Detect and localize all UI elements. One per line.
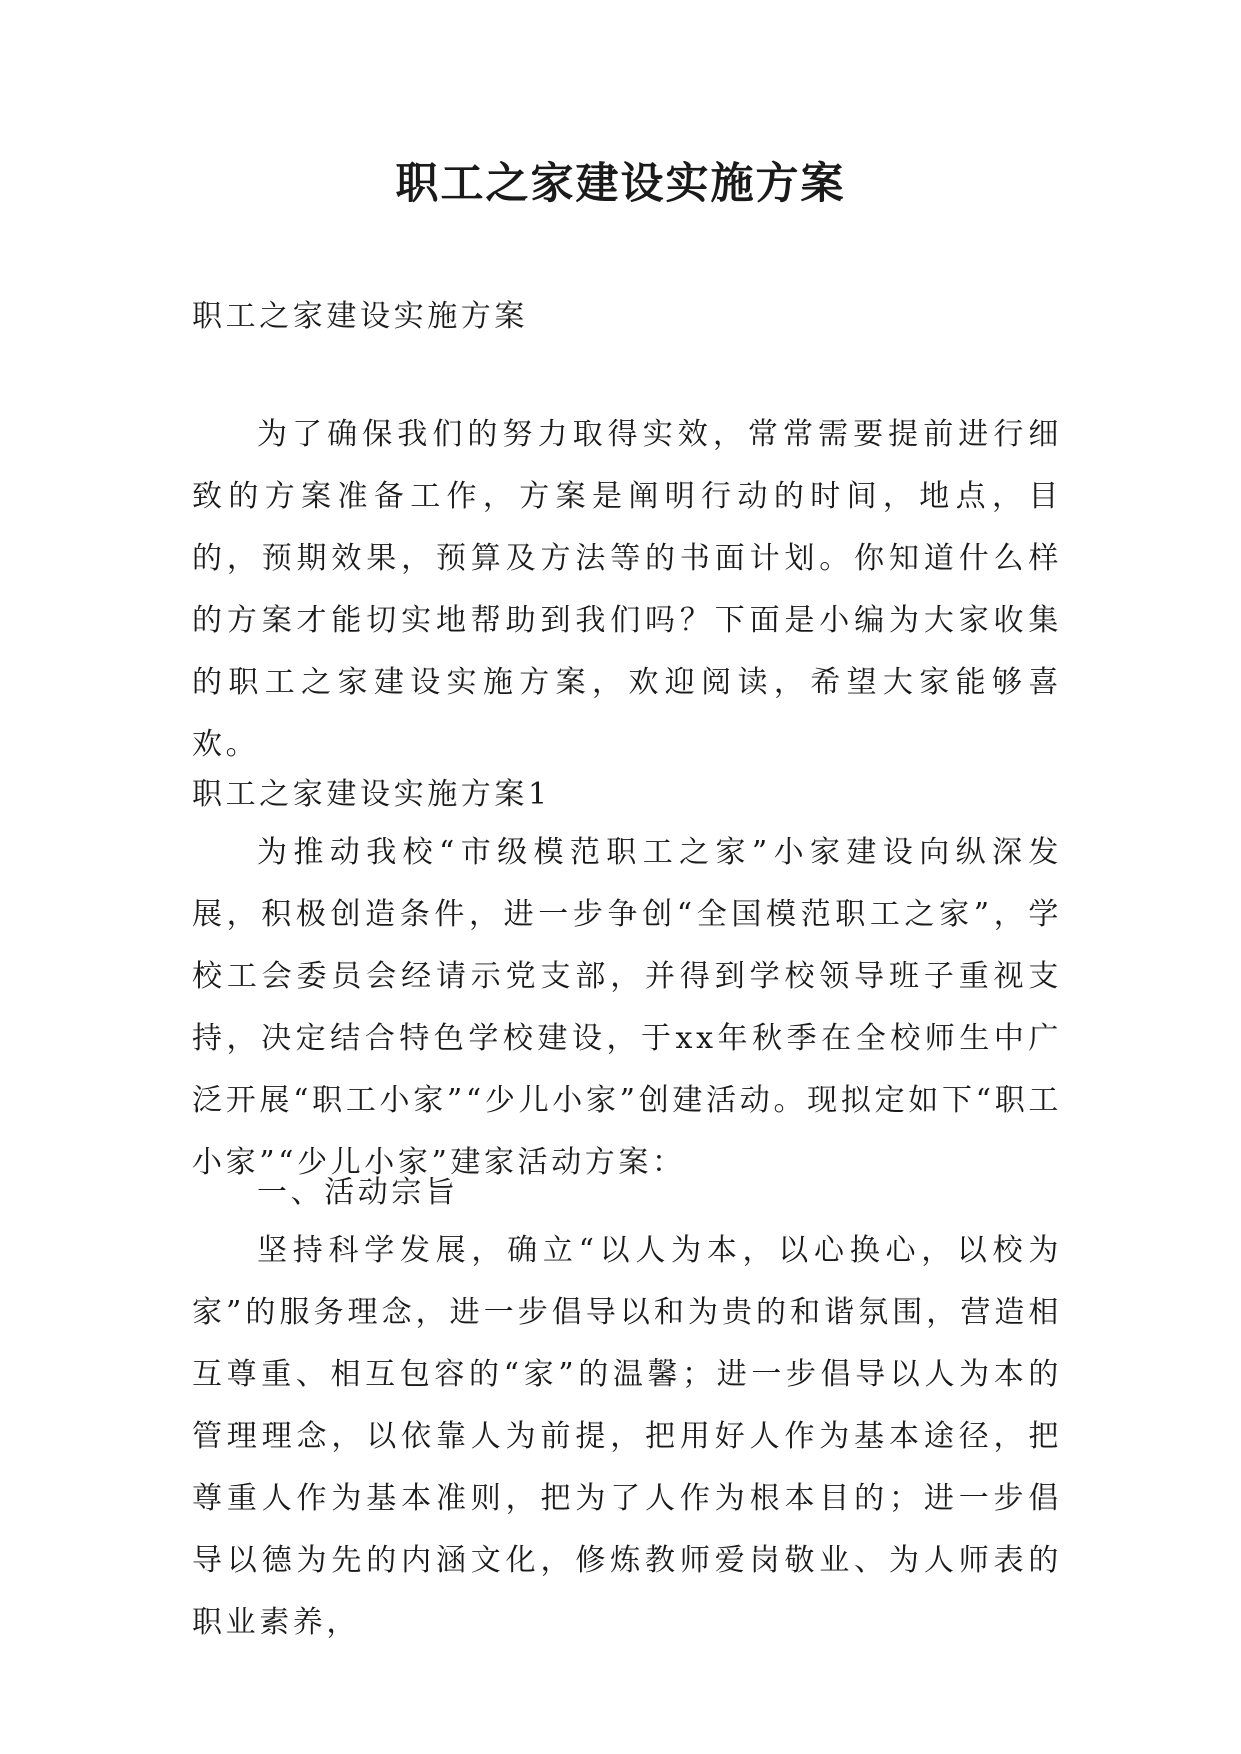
document-subtitle: 职工之家建设实施方案 bbox=[192, 299, 528, 334]
subsection-heading: 一、活动宗旨 bbox=[257, 1175, 459, 1210]
body-paragraph: 为推动我校“市级模范职工之家”小家建设向纵深发展，积极创造条件，进一步争创“全国模范职工之家”，学校工会委员会经请示党支部，并得到学校领导班子重视支持，决定结合特色学校建设，于xx年秋季在全校师生中广泛开展“职工小家”“少儿小家”创建活动。现拟定如下“职工小家”“少儿小家”建家活动方案： bbox=[192, 835, 1062, 1180]
intro-paragraph: 为了确保我们的努力取得实效，常常需要提前进行细致的方案准备工作，方案是阐明行动的时间，地点，目的，预期效果，预算及方法等的书面计划。你知道什么样的方案才能切实地帮助到我们吗？下面是小编为大家收集的职工之家建设实施方案，欢迎阅读，希望大家能够喜欢。 bbox=[192, 417, 1062, 762]
document-title: 职工之家建设实施方案 bbox=[395, 159, 846, 209]
section-heading: 职工之家建设实施方案1 bbox=[192, 777, 551, 812]
body-paragraph: 坚持科学发展，确立“以人为本，以心换心，以校为家”的服务理念，进一步倡导以和为贵的和谐氛围，营造相互尊重、相互包容的“家”的温馨；进一步倡导以人为本的管理理念，以依靠人为前提，把用好人作为基本途径，把尊重人作为基本准则，把为了人作为根本目的；进一步倡导以德为先的内涵文化，修炼教师爱岗敬业、为人师表的职业素养， bbox=[192, 1233, 1062, 1640]
